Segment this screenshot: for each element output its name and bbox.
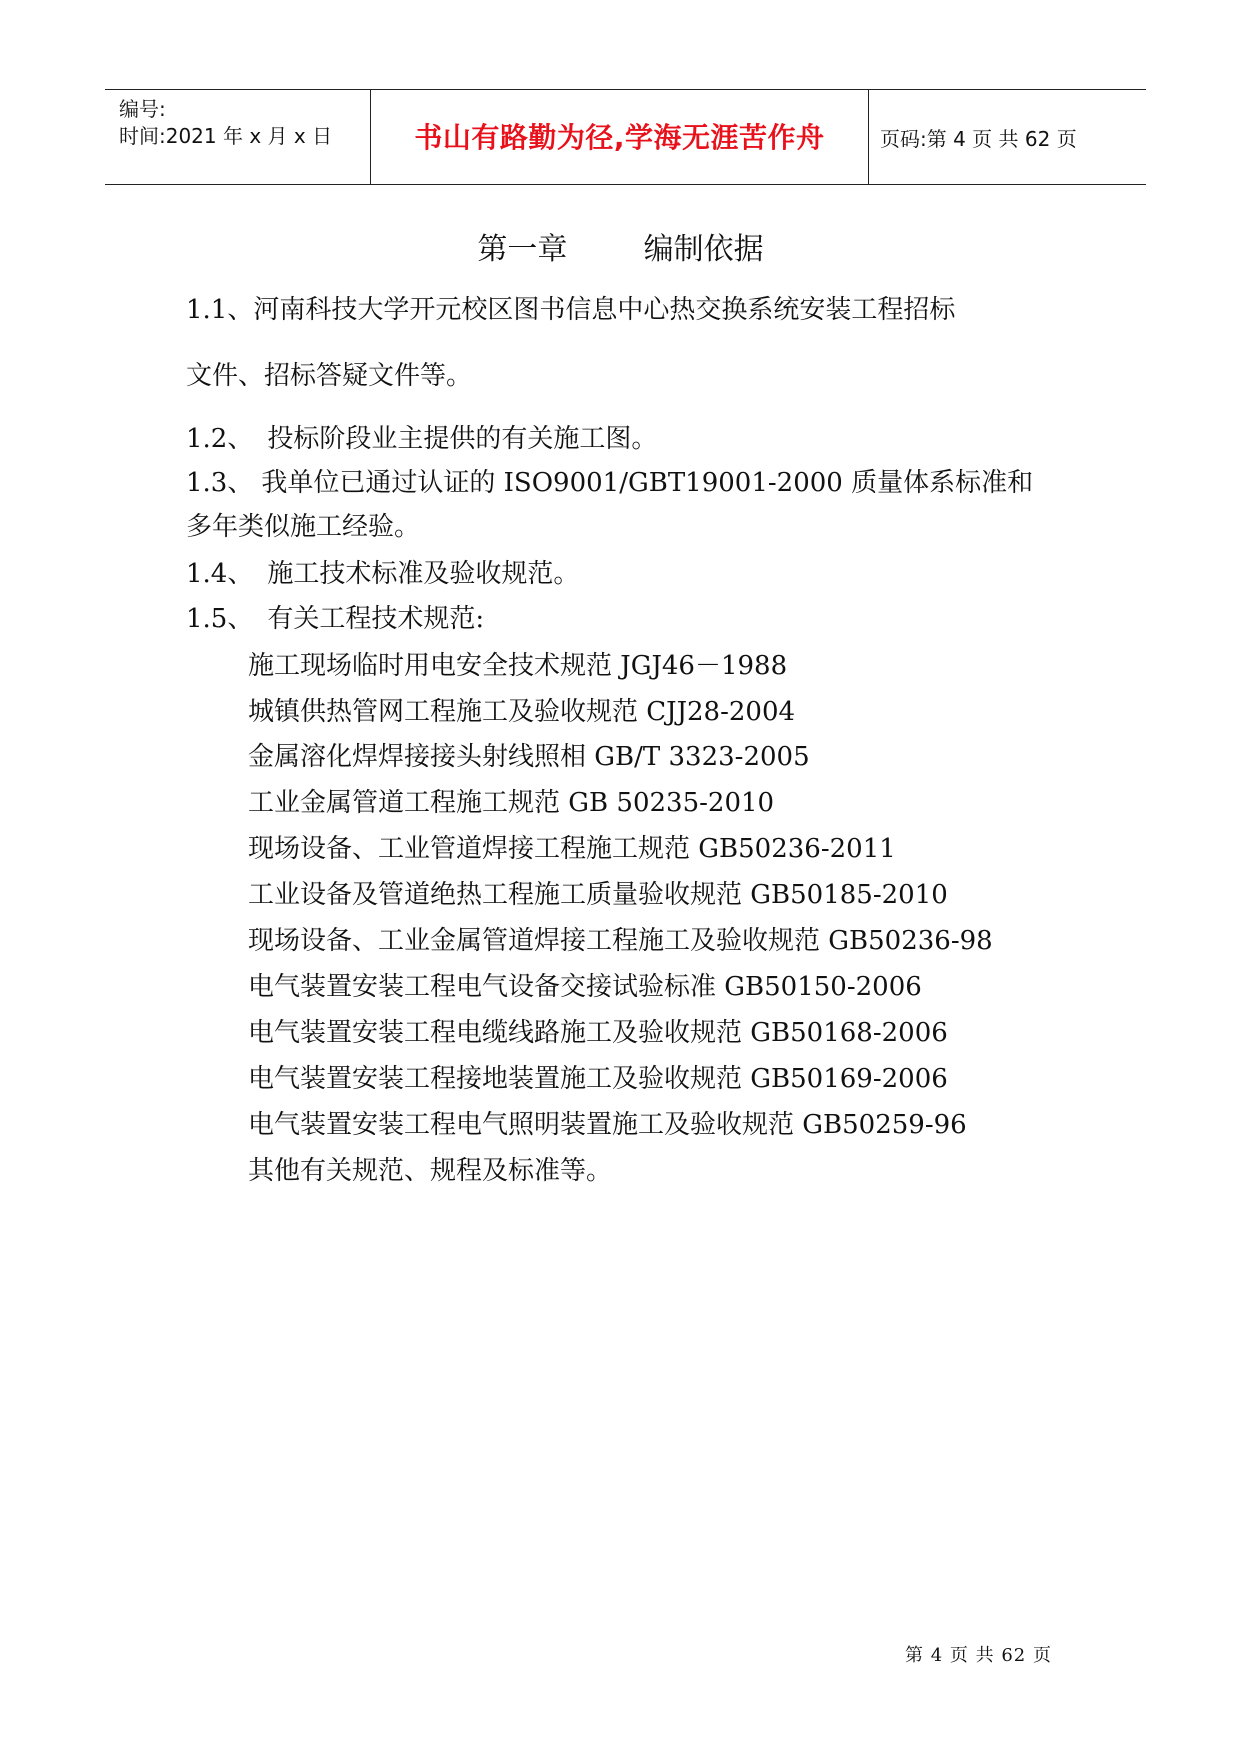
item-1-3-continued	[186, 506, 420, 543]
standard-item: 工业金属管道工程施工规范 GB 50235-2010	[248, 788, 775, 818]
number-label: 编号:	[119, 97, 166, 121]
motto: 书山有路勤为径,学海无涯苦作舟	[414, 121, 825, 154]
item-text: 多年类似施工经验。	[186, 512, 421, 542]
item-text: 施工技术标准及验收规范。	[267, 559, 580, 589]
item-1-2	[186, 418, 657, 455]
standard-item: 电气装置安装工程电气设备交接试验标准 GB50150-2006	[248, 972, 922, 1002]
standard-item: 其他有关规范、规程及标准等。	[248, 1156, 613, 1186]
standard-item: 电气装置安装工程接地装置施工及验收规范 GB50169-2006	[248, 1064, 948, 1094]
standard-item: 现场设备、工业管道焊接工程施工规范 GB50236-2011	[248, 834, 896, 864]
item-1-5	[186, 598, 484, 635]
page-footer: 第 4 页 共 62 页	[905, 1645, 1052, 1666]
item-1-3	[186, 462, 1033, 499]
item-1-1	[186, 289, 955, 326]
item-number: 1.3、	[186, 468, 254, 498]
item-text: 我单位已通过认证的 ISO9001/GBT19001-2000 质量体系标准和	[261, 468, 1034, 498]
standard-item: 现场设备、工业金属管道焊接工程施工及验收规范 GB50236-98	[248, 926, 993, 956]
time-label: 时间:2021 年 x 月 x 日	[119, 124, 333, 148]
item-text: 有关工程技术规范:	[267, 604, 485, 634]
page-info: 页码:第 4 页 共 62 页	[880, 127, 1077, 151]
item-text: 文件、招标答疑文件等。	[186, 361, 473, 391]
item-number: 1.2、	[186, 424, 254, 454]
item-text: 河南科技大学开元校区图书信息中心热交换系统安装工程招标	[253, 295, 956, 325]
item-number: 1.1、	[186, 295, 254, 325]
standard-item: 工业设备及管道绝热工程施工质量验收规范 GB50185-2010	[248, 880, 948, 910]
header-motto-cell	[370, 90, 869, 184]
page-header	[105, 89, 1146, 185]
item-text: 投标阶段业主提供的有关施工图。	[267, 424, 658, 454]
standard-item: 电气装置安装工程电气照明装置施工及验收规范 GB50259-96	[248, 1110, 967, 1140]
standard-item: 城镇供热管网工程施工及验收规范 CJJ28-2004	[248, 697, 796, 727]
item-1-4	[186, 553, 579, 590]
item-number: 1.4、	[186, 559, 254, 589]
standard-item: 金属溶化焊焊接接头射线照相 GB/T 3323-2005	[248, 742, 810, 772]
chapter-title: 第一章 编制依据	[477, 232, 764, 267]
standard-item: 电气装置安装工程电缆线路施工及验收规范 GB50168-2006	[248, 1018, 948, 1048]
standard-item: 施工现场临时用电安全技术规范 JGJ46－1988	[248, 651, 788, 681]
item-1-1-continued	[186, 355, 472, 392]
header-left-cell	[105, 90, 370, 184]
header-right-cell	[868, 90, 1146, 184]
item-number: 1.5、	[186, 604, 254, 634]
